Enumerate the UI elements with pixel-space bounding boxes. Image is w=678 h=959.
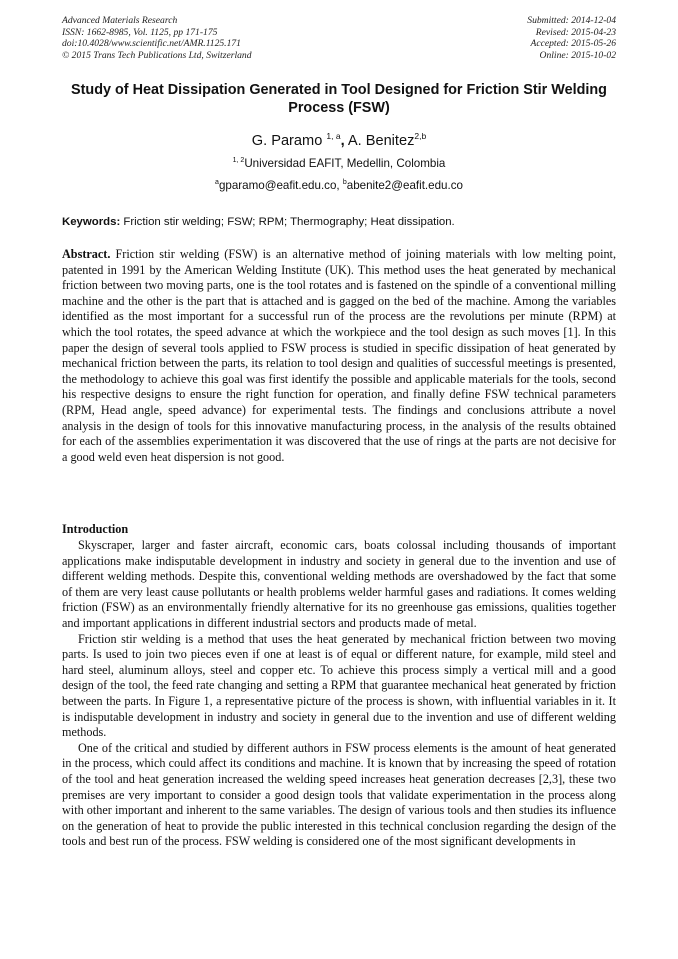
abstract-text: Friction stir welding (FSW) is an alternative method of joining materials with low melting point, patented in 1991 by the American Welding Institute (UK). This method uses the heat generated by mechanical friction between two moving parts, one is the tool rotates and is fastened on the spindle of a conventional milling machine and the other is the part that is attached and is gagged on the bed of the machine. Among the variables identified as the most important for a successful run of the process are the revolutions per minute (RPM) at which the tool rotates, the speed advance at which the workpiece and the tool design as such moves [1]. In this paper the design of several tools applied to FSW process is studied in specific dissipation of heat generated by mechanical friction between the parts, its relation to tool design and qualities of successful meetings is presented, the methodology to achieve this goal was first identify the possible and applicable materials for the tools, second his respective designs to ensure the right function for operation, and finally define FSW technical parameters (RPM, Head angle, speed advance) for experimental tests. The findings and conclusions attribute a novel analysis in the design of tools for this innovative manufacturing process, in the analysis of the results obtained for each of the assemblies experimentation it was discovered that the use of rings at the parts are not decisive for a good weld even heat dispersion is not good.: [62, 247, 616, 464]
journal-issn: ISSN: 1662-8985, Vol. 1125, pp 171-175: [62, 26, 218, 38]
intro-paragraph-3: One of the critical and studied by different authors in FSW process elements is the amount of heat generated in the process, which could affect its conditions and machine. It is known that by increasing the speed of rotation of the tool and heat generation increased the welding speed increases heat generation decreases [2,3], these two premises are very important to consider a good design tools that validate experimentation in the process along with other important and inherent to the same variables. The design of various tools and then studies its influence on the generation of heat to provide the public interested in this technical conclusion regarding the design of the tools and best run of the process. FSW welding is considered one of the most significant developments in: [62, 740, 616, 849]
intro-paragraph-1: Skyscraper, larger and faster aircraft, economic cars, boats colossal including thousands of important applications make indisputable development in industry and society in general due to the invention and use of different welding methods. Despite this, conventional welding methods are overshadowed by the fact that some of them are very least cause pollutants or health problems welder harmful gases and radiations. It comes welding friction (FSW) as an environmentally friendly alternative for its no greenhouse gas emissions, qualities together and important applications in different industrial sectors and products made of metal.: [62, 538, 616, 630]
journal-copyright: © 2015 Trans Tech Publications Ltd, Switzerland: [62, 49, 252, 61]
abstract: [62, 247, 616, 465]
affiliation-sup: 1, 2: [232, 157, 245, 164]
author-2: A. Benitez: [344, 133, 415, 149]
introduction-heading: Introduction: [62, 522, 129, 536]
affiliation-text: Universidad EAFIT, Medellin, Colombia: [244, 157, 446, 170]
author-1-sup: 1, a: [326, 131, 341, 141]
authors-line: [62, 131, 616, 149]
intro-paragraph-2: Friction stir welding is a method that uses the heat generated by mechanical friction between two moving parts. Is used to join two pieces even if one at least is of equal or different nature, for example, mild steel and hard steel, aluminum alloys, steel and copper etc. To achieve this process simply a vertical mill and a good design of the tool, the feed rate changing and setting a RPM that guarantee mechanical heat generated by friction between the parts. In Figure 1, a representative picture of the process is shown, with influential variables in it. It is indisputable development in industry and society in general due to the invention and use of different welding methods.: [62, 631, 616, 740]
author-2-sup: 2,b: [414, 131, 427, 141]
date-accepted: Accepted: 2015-05-26: [530, 38, 616, 49]
keywords: [62, 216, 616, 228]
date-revised: Revised: 2015-04-23: [535, 26, 616, 38]
paper-title: Study of Heat Dissipation Generated in Tool Designed for Friction Stir Welding Process (FSW): [71, 82, 607, 116]
author-1: G. Paramo: [251, 133, 323, 149]
submission-dates: [527, 15, 616, 61]
journal-name: Advanced Materials Research: [62, 15, 178, 26]
journal-info: [62, 15, 252, 61]
author-separator: ,: [340, 133, 345, 149]
email-b-sup: b: [342, 179, 347, 186]
introduction-body: [62, 538, 616, 850]
abstract-label: Abstract.: [62, 247, 111, 261]
journal-doi: doi:10.4028/www.scientific.net/AMR.1125.171: [62, 38, 241, 49]
date-submitted: Submitted: 2014-12-04: [527, 15, 616, 26]
date-online: Online: 2015-10-02: [539, 49, 616, 61]
affiliation: [62, 157, 616, 170]
emails-line: [62, 179, 616, 192]
email-a: gparamo@eafit.edu.co,: [218, 179, 343, 192]
keywords-label: Keywords:: [62, 216, 121, 228]
email-b: abenite2@eafit.edu.co: [346, 179, 463, 192]
keywords-text: Friction stir welding; FSW; RPM; Thermography; Heat dissipation.: [120, 216, 455, 228]
email-a-sup: a: [215, 179, 219, 186]
